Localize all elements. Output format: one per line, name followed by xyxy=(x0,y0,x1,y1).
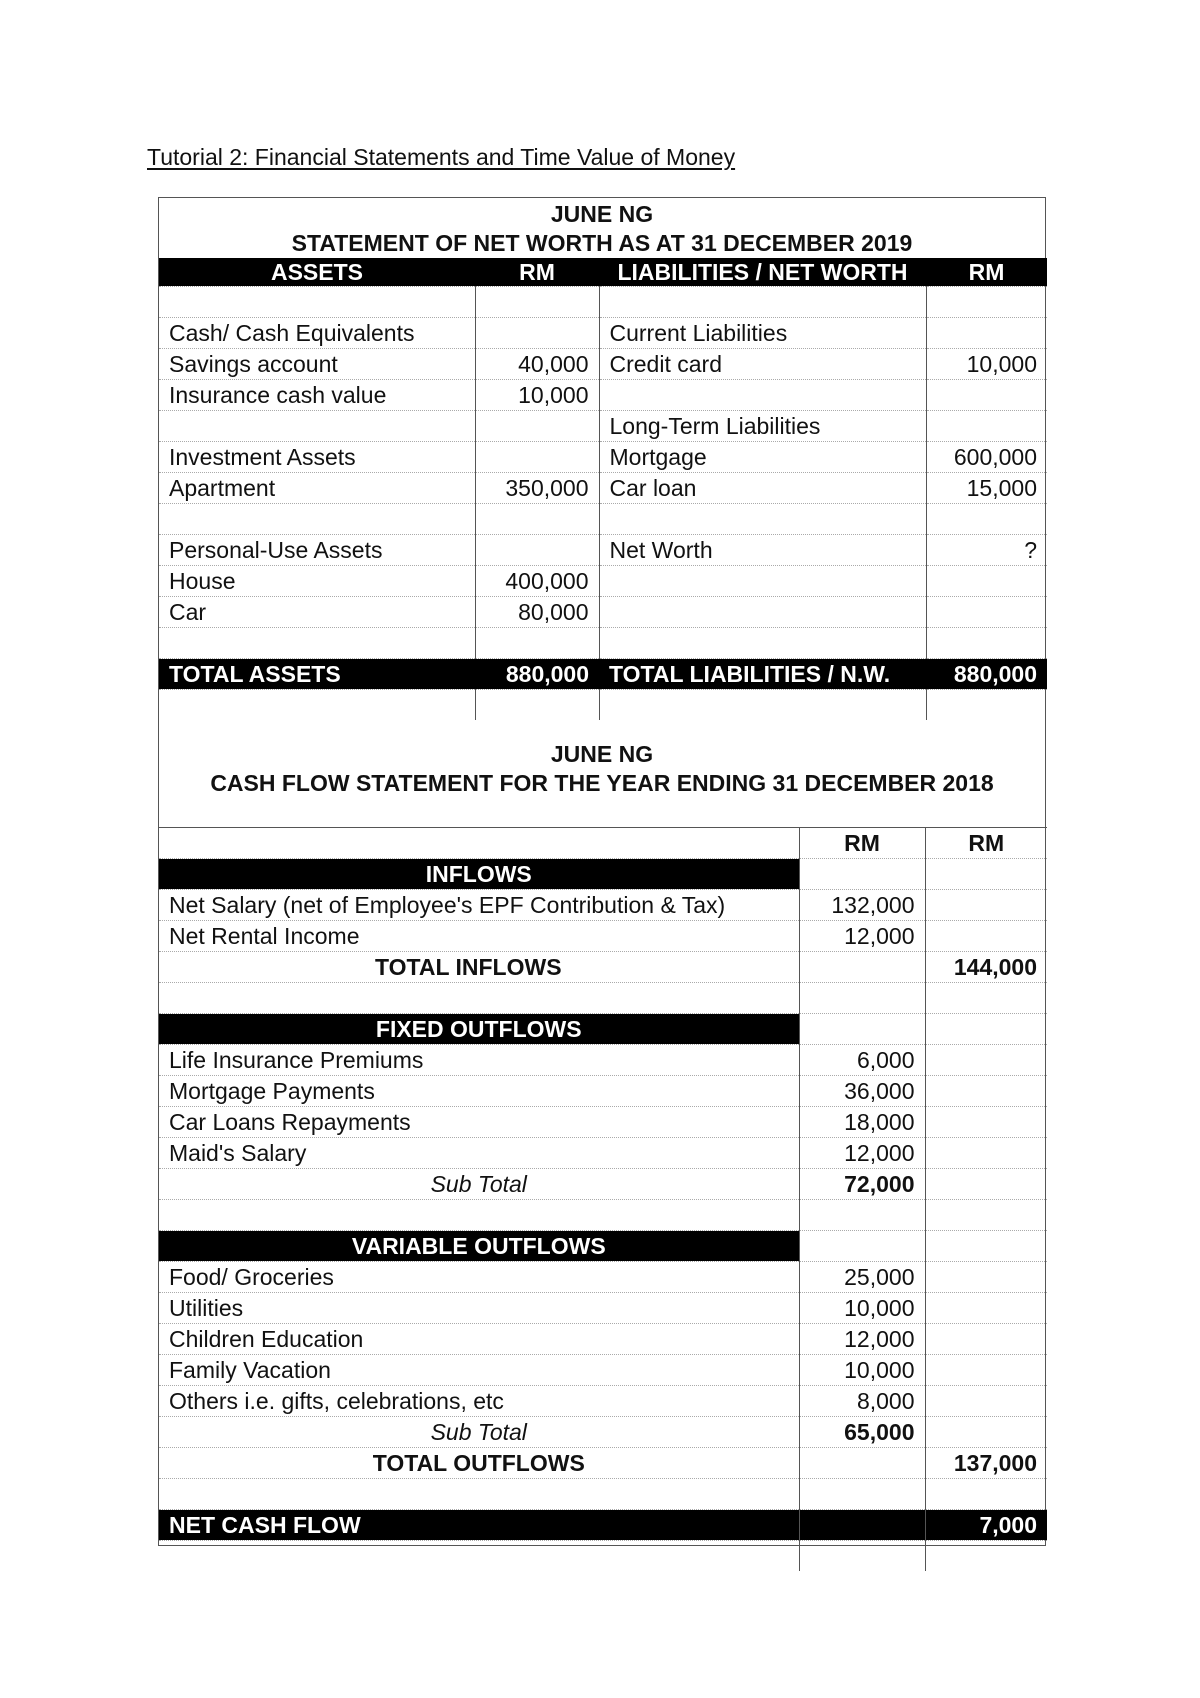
liability-value xyxy=(926,597,1047,628)
net-worth-row xyxy=(159,597,1047,628)
liability-value: 15,000 xyxy=(926,473,1047,504)
inflow-label: Net Rental Income xyxy=(159,921,799,952)
variable-outflows-section-header xyxy=(159,1231,1047,1262)
asset-label: Personal-Use Assets xyxy=(159,535,475,566)
blank-cell xyxy=(925,859,1047,890)
blank-cell xyxy=(799,1510,925,1541)
net-worth-row xyxy=(159,349,1047,380)
blank-cell xyxy=(925,1386,1047,1417)
asset-value: 350,000 xyxy=(475,473,599,504)
liability-value: 10,000 xyxy=(926,349,1047,380)
fixed-subtotal-label: Sub Total xyxy=(159,1169,799,1200)
cash-flow-title-block xyxy=(159,740,1045,798)
liability-label: Car loan xyxy=(599,473,926,504)
asset-label: Car xyxy=(159,597,475,628)
liabilities-header: LIABILITIES / NET WORTH xyxy=(599,258,926,287)
fixed-outflow-label: Life Insurance Premiums xyxy=(159,1045,799,1076)
total-outflows-label: TOTAL OUTFLOWS xyxy=(159,1448,799,1479)
asset-value xyxy=(475,411,599,442)
blank-cell xyxy=(925,1014,1047,1045)
blank-cell xyxy=(925,983,1047,1014)
variable-outflows-header: VARIABLE OUTFLOWS xyxy=(159,1231,799,1262)
blank-cell xyxy=(799,1448,925,1479)
blank-cell xyxy=(925,1169,1047,1200)
net-cash-flow-label: NET CASH FLOW xyxy=(159,1510,799,1541)
total-assets-value: 880,000 xyxy=(475,659,599,690)
net-worth-owner-name: JUNE NG xyxy=(550,201,654,227)
fixed-outflows-header: FIXED OUTFLOWS xyxy=(159,1014,799,1045)
variable-outflow-value: 25,000 xyxy=(799,1262,925,1293)
liability-label xyxy=(599,597,926,628)
blank-cell xyxy=(159,1479,799,1510)
total-inflows-value: 144,000 xyxy=(925,952,1047,983)
blank-cell xyxy=(799,952,925,983)
fixed-outflow-value: 36,000 xyxy=(799,1076,925,1107)
variable-outflow-label: Family Vacation xyxy=(159,1355,799,1386)
inflow-label: Net Salary (net of Employee's EPF Contribution & Tax) xyxy=(159,890,799,921)
inflow-value: 12,000 xyxy=(799,921,925,952)
blank-cell xyxy=(799,1231,925,1262)
variable-subtotal-label: Sub Total xyxy=(159,1417,799,1448)
variable-subtotal-row xyxy=(159,1417,1047,1448)
liability-label xyxy=(599,380,926,411)
blank-cell xyxy=(799,1200,925,1231)
liability-value xyxy=(926,287,1047,318)
variable-outflow-row xyxy=(159,1386,1047,1417)
fixed-outflow-label: Mortgage Payments xyxy=(159,1076,799,1107)
liability-label: Net Worth xyxy=(599,535,926,566)
net-cash-flow-value: 7,000 xyxy=(925,1510,1047,1541)
rm-column-header: RM xyxy=(925,828,1047,859)
liability-value xyxy=(926,504,1047,535)
total-outflows-row xyxy=(159,1448,1047,1479)
liability-label: Current Liabilities xyxy=(599,318,926,349)
blank-row xyxy=(159,983,1047,1014)
asset-label: Investment Assets xyxy=(159,442,475,473)
fixed-outflow-label: Maid's Salary xyxy=(159,1138,799,1169)
blank-row xyxy=(159,1479,1047,1510)
blank-cell xyxy=(799,859,925,890)
net-worth-row xyxy=(159,628,1047,659)
liability-value: 600,000 xyxy=(926,442,1047,473)
asset-value: 40,000 xyxy=(475,349,599,380)
variable-outflow-row xyxy=(159,1293,1047,1324)
liability-label: Mortgage xyxy=(599,442,926,473)
net-worth-total-row xyxy=(159,659,1047,690)
variable-outflow-value: 12,000 xyxy=(799,1324,925,1355)
total-assets-label: TOTAL ASSETS xyxy=(159,659,475,690)
asset-label xyxy=(159,411,475,442)
variable-outflow-label: Others i.e. gifts, celebrations, etc xyxy=(159,1386,799,1417)
net-cash-flow-row xyxy=(159,1510,1047,1541)
fixed-outflows-section-header xyxy=(159,1014,1047,1045)
variable-outflow-row xyxy=(159,1262,1047,1293)
net-worth-blank-row xyxy=(159,690,1047,721)
blank-cell xyxy=(925,1107,1047,1138)
cash-flow-table xyxy=(159,827,1047,1571)
rm-column-header: RM xyxy=(799,828,925,859)
blank-cell xyxy=(925,1293,1047,1324)
document-title: Tutorial 2: Financial Statements and Time Value of Money xyxy=(147,144,736,170)
blank-row xyxy=(159,1200,1047,1231)
blank-cell xyxy=(799,983,925,1014)
cash-flow-statement-title: CASH FLOW STATEMENT FOR THE YEAR ENDING 31 DECEMBER 2018 xyxy=(210,770,994,796)
cash-flow-column-header-row xyxy=(159,828,1047,859)
blank-cell xyxy=(925,1324,1047,1355)
fixed-subtotal-row xyxy=(159,1169,1047,1200)
total-liabilities-label: TOTAL LIABILITIES / N.W. xyxy=(599,659,926,690)
liability-value xyxy=(926,566,1047,597)
net-worth-table xyxy=(159,258,1047,720)
variable-subtotal-value: 65,000 xyxy=(799,1417,925,1448)
liability-label xyxy=(599,628,926,659)
asset-label: Insurance cash value xyxy=(159,380,475,411)
asset-value: 10,000 xyxy=(475,380,599,411)
total-outflows-value: 137,000 xyxy=(925,1448,1047,1479)
net-worth-statement-title: STATEMENT OF NET WORTH AS AT 31 DECEMBER 2019 xyxy=(291,230,913,256)
blank-cell xyxy=(925,1262,1047,1293)
inflows-header: INFLOWS xyxy=(159,859,799,890)
blank-cell xyxy=(799,1479,925,1510)
asset-label: Savings account xyxy=(159,349,475,380)
blank-cell xyxy=(799,1541,925,1572)
asset-value: 400,000 xyxy=(475,566,599,597)
asset-value xyxy=(475,318,599,349)
inflows-section-header xyxy=(159,859,1047,890)
fixed-outflow-value: 12,000 xyxy=(799,1138,925,1169)
total-inflows-label: TOTAL INFLOWS xyxy=(159,952,799,983)
blank-cell xyxy=(925,1479,1047,1510)
asset-label xyxy=(159,504,475,535)
asset-label xyxy=(159,287,475,318)
blank-cell xyxy=(159,983,799,1014)
blank-cell xyxy=(159,828,799,859)
blank-cell xyxy=(925,1076,1047,1107)
liabilities-rm-header: RM xyxy=(926,258,1047,287)
asset-value xyxy=(475,287,599,318)
liability-value xyxy=(926,411,1047,442)
variable-outflow-row xyxy=(159,1355,1047,1386)
net-worth-row xyxy=(159,504,1047,535)
liability-label xyxy=(599,504,926,535)
variable-outflow-value: 10,000 xyxy=(799,1293,925,1324)
blank-cell xyxy=(925,1355,1047,1386)
total-inflows-row xyxy=(159,952,1047,983)
blank-row xyxy=(159,1541,1047,1572)
assets-header: ASSETS xyxy=(159,258,475,287)
blank-cell xyxy=(925,1231,1047,1262)
cash-flow-owner-name: JUNE NG xyxy=(550,741,654,767)
net-worth-row xyxy=(159,287,1047,318)
fixed-outflow-label: Car Loans Repayments xyxy=(159,1107,799,1138)
variable-outflow-row xyxy=(159,1324,1047,1355)
blank-cell xyxy=(159,690,475,721)
fixed-outflow-value: 18,000 xyxy=(799,1107,925,1138)
net-worth-row xyxy=(159,566,1047,597)
net-worth-header-row xyxy=(159,258,1047,287)
blank-cell xyxy=(926,690,1047,721)
net-worth-title-block xyxy=(159,200,1045,258)
fixed-outflow-row xyxy=(159,1045,1047,1076)
net-worth-row xyxy=(159,535,1047,566)
variable-outflow-label: Food/ Groceries xyxy=(159,1262,799,1293)
blank-cell xyxy=(599,690,926,721)
blank-cell xyxy=(475,690,599,721)
blank-cell xyxy=(159,1541,799,1572)
fixed-outflow-row xyxy=(159,1107,1047,1138)
asset-label xyxy=(159,628,475,659)
net-worth-row xyxy=(159,442,1047,473)
blank-cell xyxy=(925,1138,1047,1169)
blank-cell xyxy=(799,1014,925,1045)
net-worth-row xyxy=(159,380,1047,411)
asset-label: Cash/ Cash Equivalents xyxy=(159,318,475,349)
blank-cell xyxy=(925,1541,1047,1572)
variable-outflow-value: 8,000 xyxy=(799,1386,925,1417)
asset-value xyxy=(475,504,599,535)
inflow-row xyxy=(159,890,1047,921)
total-liabilities-value: 880,000 xyxy=(926,659,1047,690)
inflow-value: 132,000 xyxy=(799,890,925,921)
blank-cell xyxy=(925,1200,1047,1231)
fixed-outflow-row xyxy=(159,1076,1047,1107)
liability-value xyxy=(926,380,1047,411)
assets-rm-header: RM xyxy=(475,258,599,287)
blank-cell xyxy=(925,890,1047,921)
inflow-row xyxy=(159,921,1047,952)
variable-outflow-value: 10,000 xyxy=(799,1355,925,1386)
asset-label: Apartment xyxy=(159,473,475,504)
variable-outflow-label: Children Education xyxy=(159,1324,799,1355)
liability-label: Credit card xyxy=(599,349,926,380)
liability-label xyxy=(599,287,926,318)
asset-value xyxy=(475,628,599,659)
liability-value: ? xyxy=(926,535,1047,566)
blank-cell xyxy=(925,1045,1047,1076)
asset-label: House xyxy=(159,566,475,597)
asset-value xyxy=(475,535,599,566)
asset-value: 80,000 xyxy=(475,597,599,628)
liability-label: Long-Term Liabilities xyxy=(599,411,926,442)
fixed-outflow-row xyxy=(159,1138,1047,1169)
liability-value xyxy=(926,628,1047,659)
variable-outflow-label: Utilities xyxy=(159,1293,799,1324)
asset-value xyxy=(475,442,599,473)
liability-label xyxy=(599,566,926,597)
net-worth-row xyxy=(159,473,1047,504)
net-worth-row xyxy=(159,318,1047,349)
net-worth-row xyxy=(159,411,1047,442)
blank-cell xyxy=(925,1417,1047,1448)
fixed-outflow-value: 6,000 xyxy=(799,1045,925,1076)
blank-cell xyxy=(159,1200,799,1231)
liability-value xyxy=(926,318,1047,349)
fixed-subtotal-value: 72,000 xyxy=(799,1169,925,1200)
statements-frame xyxy=(158,197,1046,1546)
blank-cell xyxy=(925,921,1047,952)
